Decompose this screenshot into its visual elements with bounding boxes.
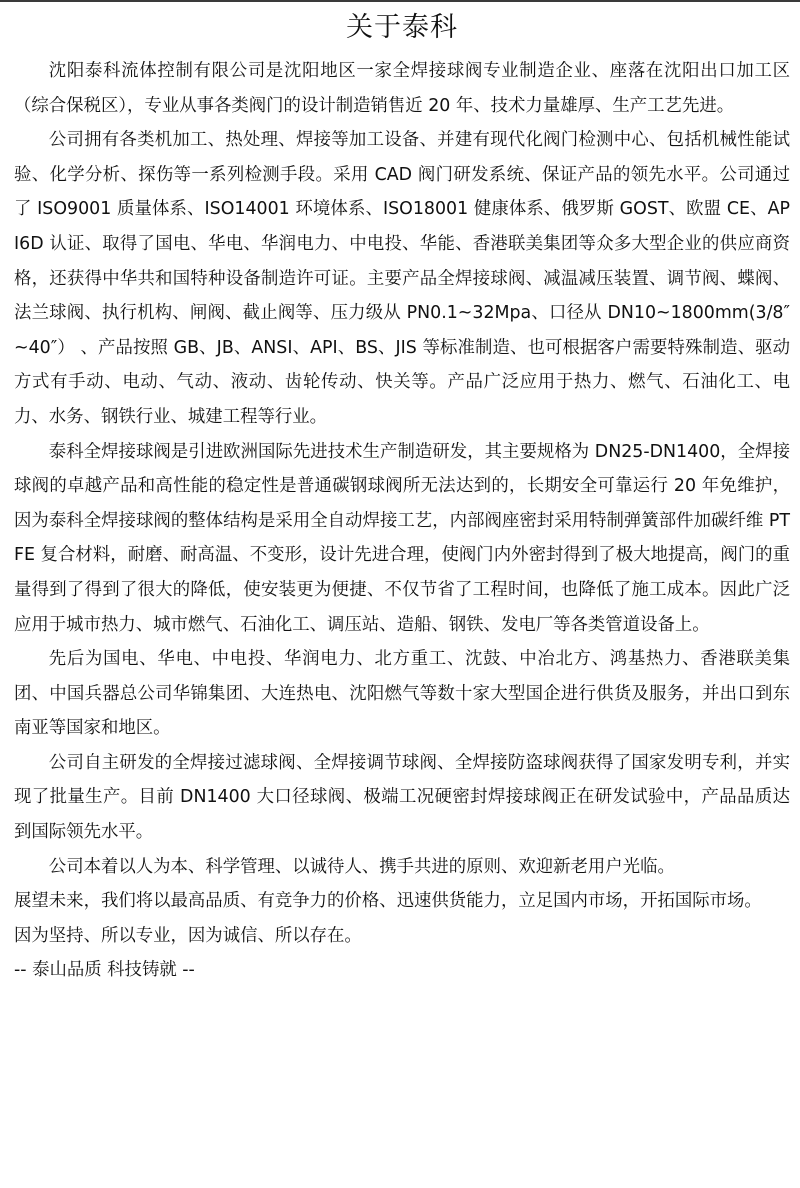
closing-slogan: -- 泰山品质 科技铸就 -- xyxy=(14,960,195,981)
paragraph-equipment-certifications: 公司拥有各类机加工、热处理、焊接等加工设备、并建有现代化阀门检测中心、包括机械性能试验、化学分析、探伤等一系列检测手段。采用 CAD 阀门研发系统、保证产品的领先水平。公司通过了 ISO9001 质量体系、ISO14001 环境体系、ISO18001 健康体系、俄罗斯 GOST、欧盟 CE、API6D 认证、取得了国电、华电、华润电力、中电投、华能、香港联美集团等众多大型企业的供应商资格，还获得中华共和国特种设备制造许可证。主要产品全焊接球阀、减温减压装置、调节阀、蝶阀、法兰球阀、执行机构、闸阀、截止阀等、压力级从 PN0.1~32Mpa、口径从 DN10~1800mm(3/8″ ~40″） 、产品按照 GB、JB、ANSI、API、BS、JIS 等标准制造、也可根据客户需要特殊制造、驱动方式有手动、电动、气动、液动、齿轮传动、快关等。产品广泛应用于热力、燃气、石油化工、电力、水务、钢铁行业、城建工程等行业。 xyxy=(14,130,790,427)
paragraph-principles: 公司本着以人为本、科学管理、以诚待人、携手共进的原则、欢迎新老用户光临。 xyxy=(48,856,675,877)
closing-motto: 因为坚持、所以专业，因为诚信、所以存在。 xyxy=(14,925,362,946)
paragraph-company-intro: 沈阳泰科流体控制有限公司是沈阳地区一家全焊接球阀专业制造企业、座落在沈阳出口加工区（综合保税区），专业从事各类阀门的设计制造销售近 20 年、技术力量雄厚、生产工艺先进。 xyxy=(14,61,790,116)
paragraph-ball-valve-features: 泰科全焊接球阀是引进欧洲国际先进技术生产制造研发，其主要规格为 DN25-DN1400，全焊接球阀的卓越产品和高性能的稳定性是普通碳钢球阀所无法达到的，长期安全可靠运行 20 年免维护，因为泰科全焊接球阀的整体结构是采用全自动焊接工艺，内部阀座密封采用特制弹簧部件加碳纤维 PTFE 复合材料，耐磨、耐高温、不变形，设计先进合理，使阀门内外密封得到了极大地提高，阀门的重量得到了得到了很大的降低，使安装更为便捷、不仅节省了工程时间，也降低了施工成本。因此广泛应用于城市热力、城市燃气、石油化工、调压站、造船、钢铁、发电厂等各类管道设备上。 xyxy=(14,441,790,635)
document-title: 关于泰科 xyxy=(346,12,458,43)
paragraph-patents: 公司自主研发的全焊接过滤球阀、全焊接调节球阀、全焊接防盗球阀获得了国家发明专利，并实现了批量生产。目前 DN1400 大口径球阀、极端工况硬密封焊接球阀正在研发试验中，产品品质达到国际领先水平。 xyxy=(14,752,790,843)
closing-outlook: 展望未来，我们将以最高品质、有竞争力的价格、迅速供货能力，立足国内市场，开拓国际市场。 xyxy=(14,891,762,912)
paragraph-customers: 先后为国电、华电、中电投、华润电力、北方重工、沈鼓、中冶北方、鸿基热力、香港联美集团、中国兵器总公司华锦集团、大连热电、沈阳燃气等数十家大型国企进行供货及服务，并出口到东南亚等国家和地区。 xyxy=(14,649,790,739)
